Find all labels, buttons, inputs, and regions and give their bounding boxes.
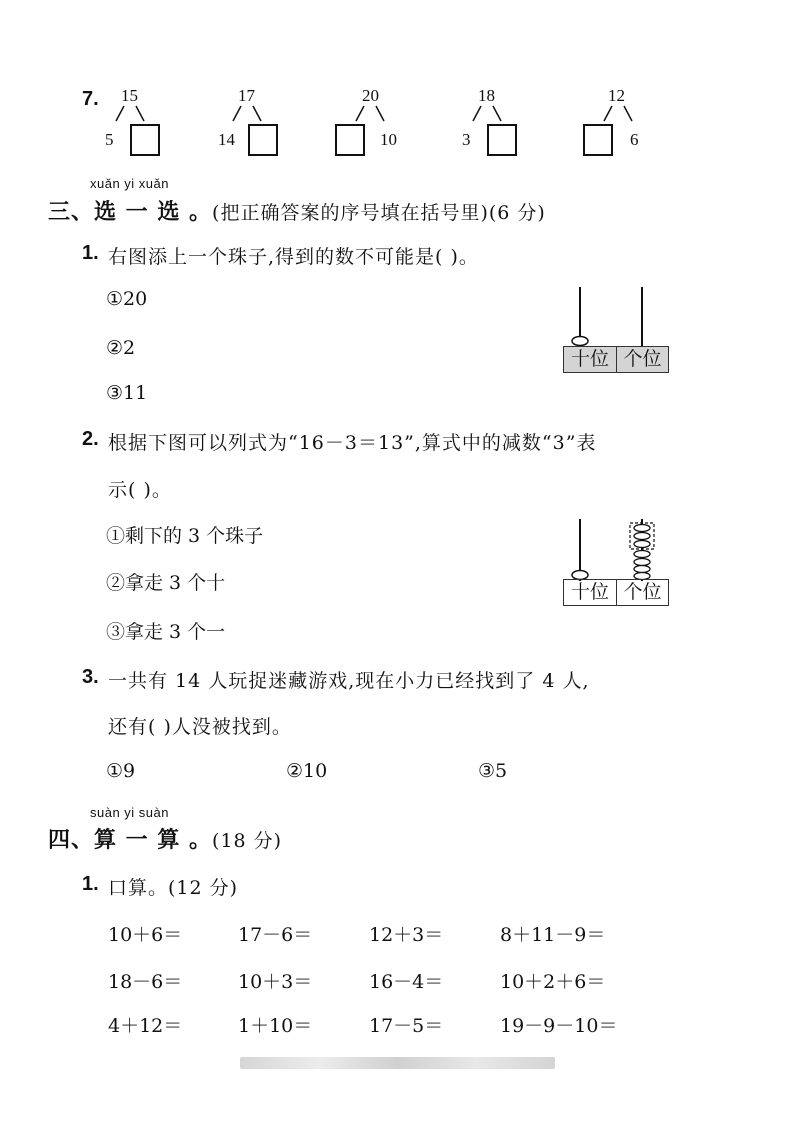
section4-score: (18 分) xyxy=(212,830,283,852)
tree-branches xyxy=(467,104,507,124)
calc-item[interactable]: 16－4＝ xyxy=(369,971,444,993)
tree-top: 20 xyxy=(362,86,379,105)
abacus-rods xyxy=(560,285,670,347)
tree-left: 5 xyxy=(105,130,114,149)
section3-prefix: 三、 xyxy=(48,199,95,225)
calc-row-clipped xyxy=(0,1011,793,1037)
tree-branches xyxy=(227,104,267,124)
calc-item[interactable]: 17－6＝ xyxy=(238,924,313,946)
q3-text: 一共有 14 人玩捉迷藏游戏,现在小力已经找到了 4 人, xyxy=(108,670,590,692)
q1-option-3[interactable]: ③11 xyxy=(106,382,148,404)
tree-branches xyxy=(598,104,638,124)
q2-number: 2. xyxy=(82,428,99,450)
tree-top: 18 xyxy=(478,86,495,105)
section3-dot: 。 xyxy=(189,199,213,225)
tree-left: 3 xyxy=(462,130,471,149)
calc-item[interactable]: 10＋3＝ xyxy=(238,971,313,993)
tree-right: 6 xyxy=(630,130,639,149)
section3-heading xyxy=(48,195,546,226)
answer-box[interactable] xyxy=(248,124,278,156)
calc-item[interactable]: 8＋11－9＝ xyxy=(500,924,606,946)
q3-number: 3. xyxy=(82,666,99,688)
tens-label: 十位 xyxy=(563,346,617,373)
q3-option-1[interactable]: ①9 xyxy=(106,760,136,782)
tree-right: 10 xyxy=(380,130,397,149)
q3-option-2[interactable]: ②10 xyxy=(286,760,328,782)
calc-item[interactable]: 1＋10＝ xyxy=(238,1015,313,1037)
q3-option-3[interactable]: ③5 xyxy=(478,760,508,782)
sub1-number: 1. xyxy=(82,873,99,895)
tree-branches xyxy=(110,104,150,124)
answer-box[interactable] xyxy=(583,124,613,156)
sub1-text: 口算。(12 分) xyxy=(108,877,239,899)
section3-instruction: (把正确答案的序号填在括号里)(6 分) xyxy=(212,202,546,224)
q2-text-cont: 示( )。 xyxy=(108,479,172,501)
answer-box[interactable] xyxy=(335,124,365,156)
calc-item[interactable]: 17－5＝ xyxy=(369,1015,444,1037)
q1-option-1[interactable]: ①20 xyxy=(106,288,148,310)
abacus-rods xyxy=(560,517,670,581)
calc-item[interactable]: 10＋2＋6＝ xyxy=(500,971,606,993)
q3-text-cont: 还有( )人没被找到。 xyxy=(108,716,292,738)
calc-item[interactable]: 10＋6＝ xyxy=(108,924,183,946)
q1-option-2[interactable]: ②2 xyxy=(106,337,136,359)
tree-top: 17 xyxy=(238,86,255,105)
blurred-footer xyxy=(240,1057,555,1069)
q7-number: 7. xyxy=(82,88,99,110)
section4-prefix: 四、 xyxy=(48,827,95,853)
tree-top: 12 xyxy=(608,86,625,105)
tree-top: 15 xyxy=(121,86,138,105)
q2-option-1[interactable]: ①剩下的 3 个珠子 xyxy=(106,525,264,547)
q2-text: 根据下图可以列式为“16－3＝13”,算式中的减数“3”表 xyxy=(108,432,597,454)
ones-label: 个位 xyxy=(616,579,669,606)
section4-title: 算 一 算 xyxy=(94,827,181,853)
answer-box[interactable] xyxy=(487,124,517,156)
calc-item[interactable]: 12＋3＝ xyxy=(369,924,444,946)
section3-pinyin: xuǎn yi xuǎn xyxy=(90,176,169,191)
tens-label: 十位 xyxy=(563,579,617,606)
q1-number: 1. xyxy=(82,242,99,264)
q2-option-3[interactable]: ③拿走 3 个一 xyxy=(106,621,226,643)
tree-branches xyxy=(350,104,390,124)
section4-dot: 。 xyxy=(189,827,213,853)
answer-box[interactable] xyxy=(130,124,160,156)
q1-text: 右图添上一个珠子,得到的数不可能是( )。 xyxy=(108,246,479,268)
tree-left: 14 xyxy=(218,130,235,149)
calc-item[interactable]: 18－6＝ xyxy=(108,971,183,993)
section3-title: 选 一 选 xyxy=(94,199,181,225)
section4-pinyin: suàn yi suàn xyxy=(90,805,169,820)
section4-heading xyxy=(48,823,282,854)
ones-label: 个位 xyxy=(616,346,669,373)
calc-item[interactable]: 4＋12＝ xyxy=(108,1015,183,1037)
calc-item[interactable]: 19－9－10＝ xyxy=(500,1015,618,1037)
q2-option-2[interactable]: ②拿走 3 个十 xyxy=(106,572,226,594)
